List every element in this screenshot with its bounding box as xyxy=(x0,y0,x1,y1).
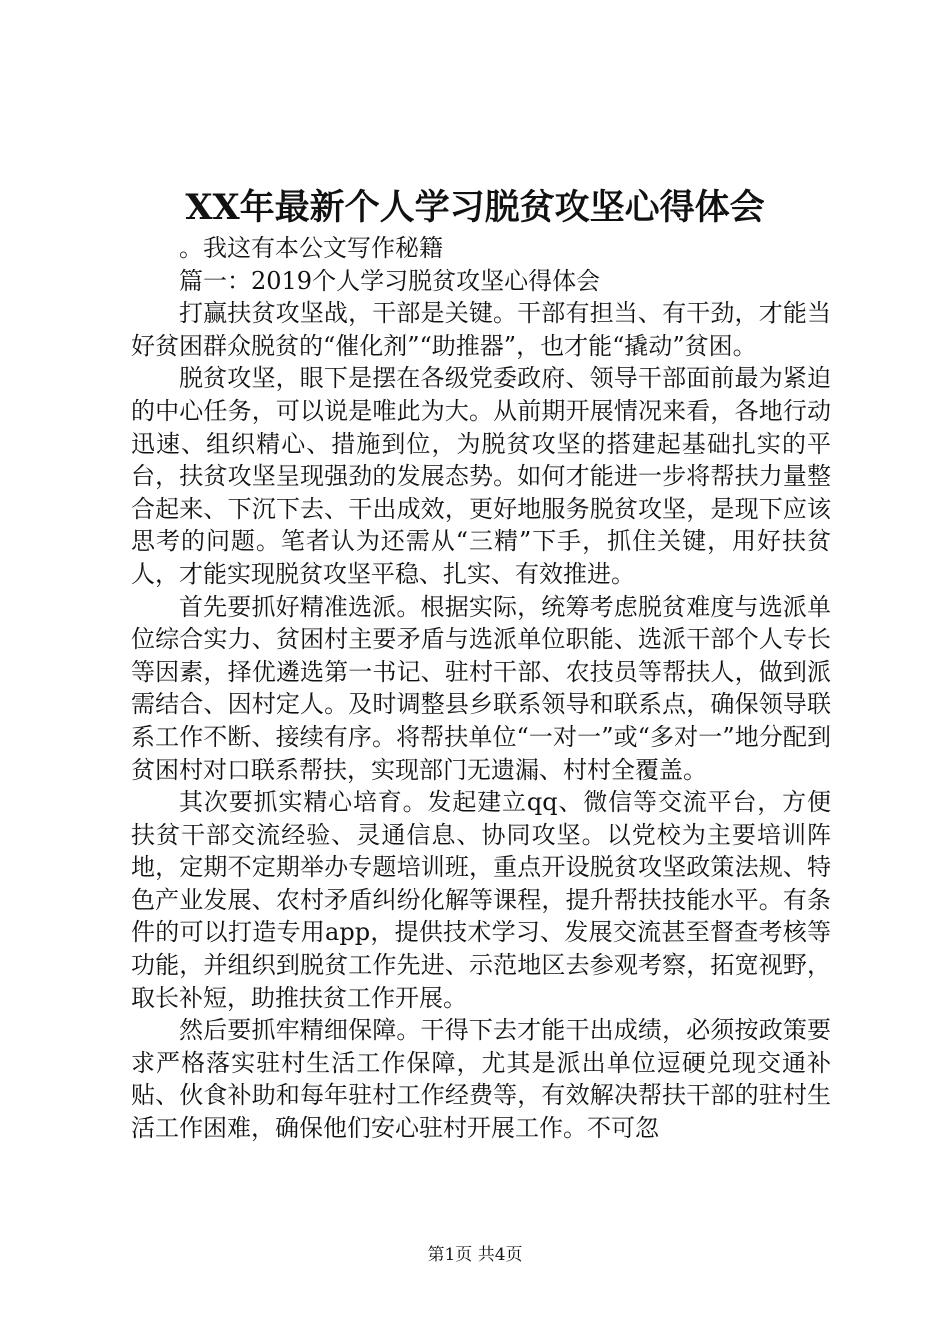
body-paragraph: 首先要抓好精准选派。根据实际，统筹考虑脱贫难度与选派单位综合实力、贫困村主要矛盾与选派单位职能、选派干部个人专长等因素，择优遴选第一书记、驻村干部、农技员等帮扶人，做到派需结合、因村定人。及时调整县乡联系领导和联系点，确保领导联系工作不断、接续有序。将帮扶单位“一对一”或“多对一”地分配到贫困村对口联系帮扶，实现部门无遗漏、村村全覆盖。 xyxy=(131,592,831,784)
body-paragraph: 然后要抓牢精细保障。干得下去才能干出成绩，必须按政策要求严格落实驻村生活工作保障，尤其是派出单位逗硬兑现交通补贴、伙食补助和每年驻村工作经费等，有效解决帮扶干部的驻村生活工作困难，确保他们安心驻村开展工作。不可忽 xyxy=(131,1016,831,1143)
body-paragraph: 脱贫攻坚，眼下是摆在各级党委政府、领导干部面前最为紧迫的中心任务，可以说是唯此为大。从前期开展情况来看，各地行动迅速、组织精心、措施到位，为脱贫攻坚的搭建起基础扎实的平台，扶贫攻坚呈现强劲的发展态势。如何才能进一步将帮扶力量整合起来、下沉下去、干出成效，更好地服务脱贫攻坚，是现下应该思考的问题。笔者认为还需从“三精”下手，抓住关键，用好扶贫人，才能实现脱贫攻坚平稳、扎实、有效推进。 xyxy=(131,364,831,588)
document-title: XX年最新个人学习脱贫攻坚心得体会 xyxy=(185,187,765,228)
section-heading: 篇一：2019个人学习脱贫攻坚心得体会 xyxy=(179,266,601,295)
body-paragraph: 打赢扶贫攻坚战，干部是关键。干部有担当、有干劲，才能当好贫困群众脱贫的“催化剂”“助推器”，也才能“撬动”贫困。 xyxy=(131,299,831,360)
body-paragraph: 其次要抓实精心培育。发起建立qq、微信等交流平台，方便扶贫干部交流经验、灵通信息、协同攻坚。以党校为主要培训阵地，定期不定期举办专题培训班，重点开设脱贫攻坚政策法规、特色产业发展、农村矛盾纠纷化解等课程，提升帮扶技能水平。有条件的可以打造专用app，提供技术学习、发展交流甚至督查考核等功能，并组织到脱贫工作先进、示范地区去参观考察，拓宽视野，取长补短，助推扶贫工作开展。 xyxy=(131,788,831,1012)
page-footer: 第1页 共4页 xyxy=(427,1245,523,1265)
intro-line: 。我这有本公文写作秘籍 xyxy=(179,234,443,262)
document-body xyxy=(131,232,831,1145)
